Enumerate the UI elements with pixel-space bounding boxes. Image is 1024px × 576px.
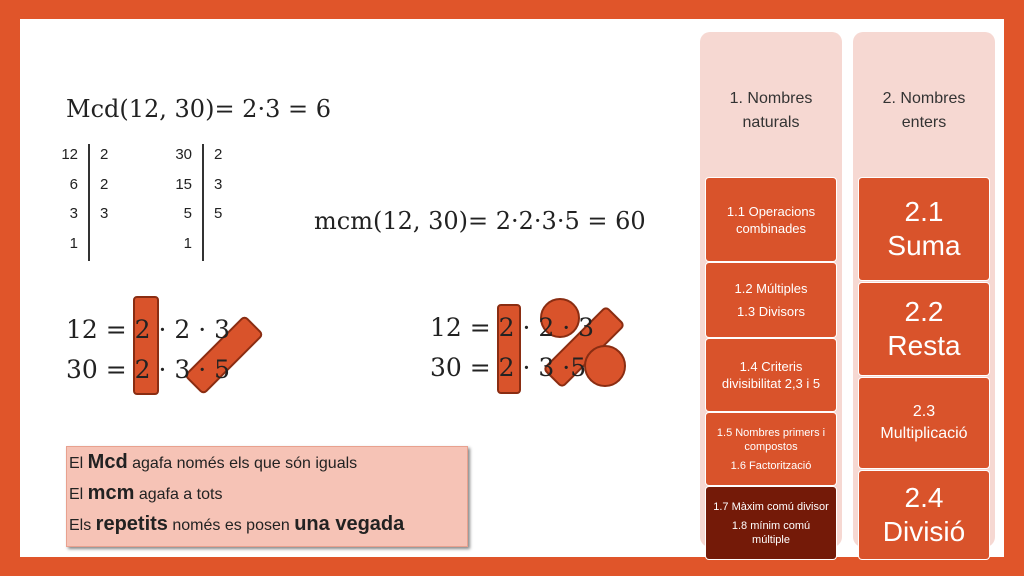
divider-line [202, 144, 204, 261]
note-text: agafa a tots [134, 486, 223, 503]
rules-note [66, 446, 468, 547]
equation-12: 12 = 2 · 2 · 3 [66, 315, 231, 344]
note-text: Els [69, 517, 96, 534]
nav-title [853, 87, 995, 135]
nav-item-label: 1.7 Màxim comú divisor [713, 500, 829, 513]
note-keyword: repetits [95, 513, 168, 535]
slide [20, 19, 1004, 557]
nav-natural-numbers [700, 32, 842, 547]
nav-item-label: 1.1 Operacions [726, 203, 816, 219]
factor-value: 12 [61, 146, 78, 163]
factor-value: 3 [69, 205, 78, 222]
mcm-formula: mcm(12, 30)= 2·2·3·5 = 60 [314, 207, 646, 235]
note-keyword: una vegada [294, 513, 405, 535]
note-row-mcd [69, 451, 357, 474]
factor-value: 15 [175, 176, 192, 193]
note-keyword: Mcd [87, 451, 128, 473]
nav-item-operacions[interactable] [706, 178, 836, 261]
factor-divisor: 2 [100, 146, 109, 163]
nav-item-label: 1.4 Criteris [739, 359, 803, 374]
nav-item-label: Resta [887, 330, 961, 361]
nav-item-label: divisibilitat 2,3 i 5 [721, 376, 821, 391]
nav-item-label: 1.6 Factorització [730, 459, 812, 472]
nav-item-label: 2.3 [912, 403, 936, 420]
nav-item-label: 1.3 Divisors [737, 304, 805, 319]
nav-item-primers[interactable] [706, 413, 836, 485]
nav-item-divisio[interactable] [859, 471, 989, 559]
nav-item-label: 1.8 mínim comú [731, 519, 811, 532]
nav-item-resta[interactable] [859, 283, 989, 375]
factor-divisor: 2 [100, 176, 109, 193]
nav-title-line: naturals [742, 114, 800, 131]
nav-title-line: 1. Nombres [729, 90, 813, 107]
equation-30-mcm: 30 = 2 · 3 ·5 [430, 353, 587, 382]
factor-value: 1 [69, 235, 78, 252]
mcd-formula: Mcd(12, 30)= 2·3 = 6 [66, 95, 331, 123]
highlight-extra-5 [584, 345, 626, 387]
nav-item-label: 2.4 [904, 482, 944, 513]
factor-divisor: 2 [214, 146, 223, 163]
factor-value: 6 [69, 176, 78, 193]
factor-divisor: 3 [214, 176, 223, 193]
note-text: El [69, 486, 88, 503]
factor-divisor: 5 [214, 205, 223, 222]
nav-item-label: 1.5 Nombres primers i [716, 426, 826, 439]
note-text: només es posen [167, 517, 295, 534]
nav-item-suma[interactable] [859, 178, 989, 280]
nav-item-label: combinades [735, 220, 807, 236]
equation-30: 30 = 2 · 3 · 5 [66, 355, 231, 384]
note-row-mcm [69, 482, 222, 505]
nav-item-mcd-mcm-active[interactable] [706, 487, 836, 559]
nav-item-criteris[interactable] [706, 339, 836, 411]
nav-item-label: 1.2 Múltiples [734, 281, 808, 296]
note-keyword: mcm [87, 482, 135, 504]
factor-value: 30 [175, 146, 192, 163]
nav-item-label: Multiplicació [880, 425, 968, 442]
nav-title-line: 2. Nombres [882, 90, 966, 107]
nav-item-label: 2.1 [904, 196, 944, 227]
nav-integers [853, 32, 995, 547]
factor-value: 5 [183, 205, 192, 222]
note-text: agafa només els que són iguals [127, 455, 358, 472]
equation-12-mcm: 12 = 2 · 2 · 3 [430, 313, 595, 342]
nav-item-label: Divisió [882, 516, 966, 547]
nav-item-multiplicacio[interactable] [859, 378, 989, 468]
nav-item-multiples-divisors[interactable] [706, 263, 836, 337]
factor-value: 1 [183, 235, 192, 252]
nav-item-label: Suma [887, 230, 961, 261]
nav-item-label: compostos [744, 440, 798, 453]
nav-title-line: enters [901, 114, 947, 131]
nav-item-label: 2.2 [904, 296, 944, 327]
divider-line [88, 144, 90, 261]
note-row-repeated [69, 513, 404, 536]
note-text: El [69, 455, 88, 472]
nav-item-label: múltiple [752, 533, 790, 546]
factor-divisor: 3 [100, 205, 109, 222]
nav-title [700, 87, 842, 135]
